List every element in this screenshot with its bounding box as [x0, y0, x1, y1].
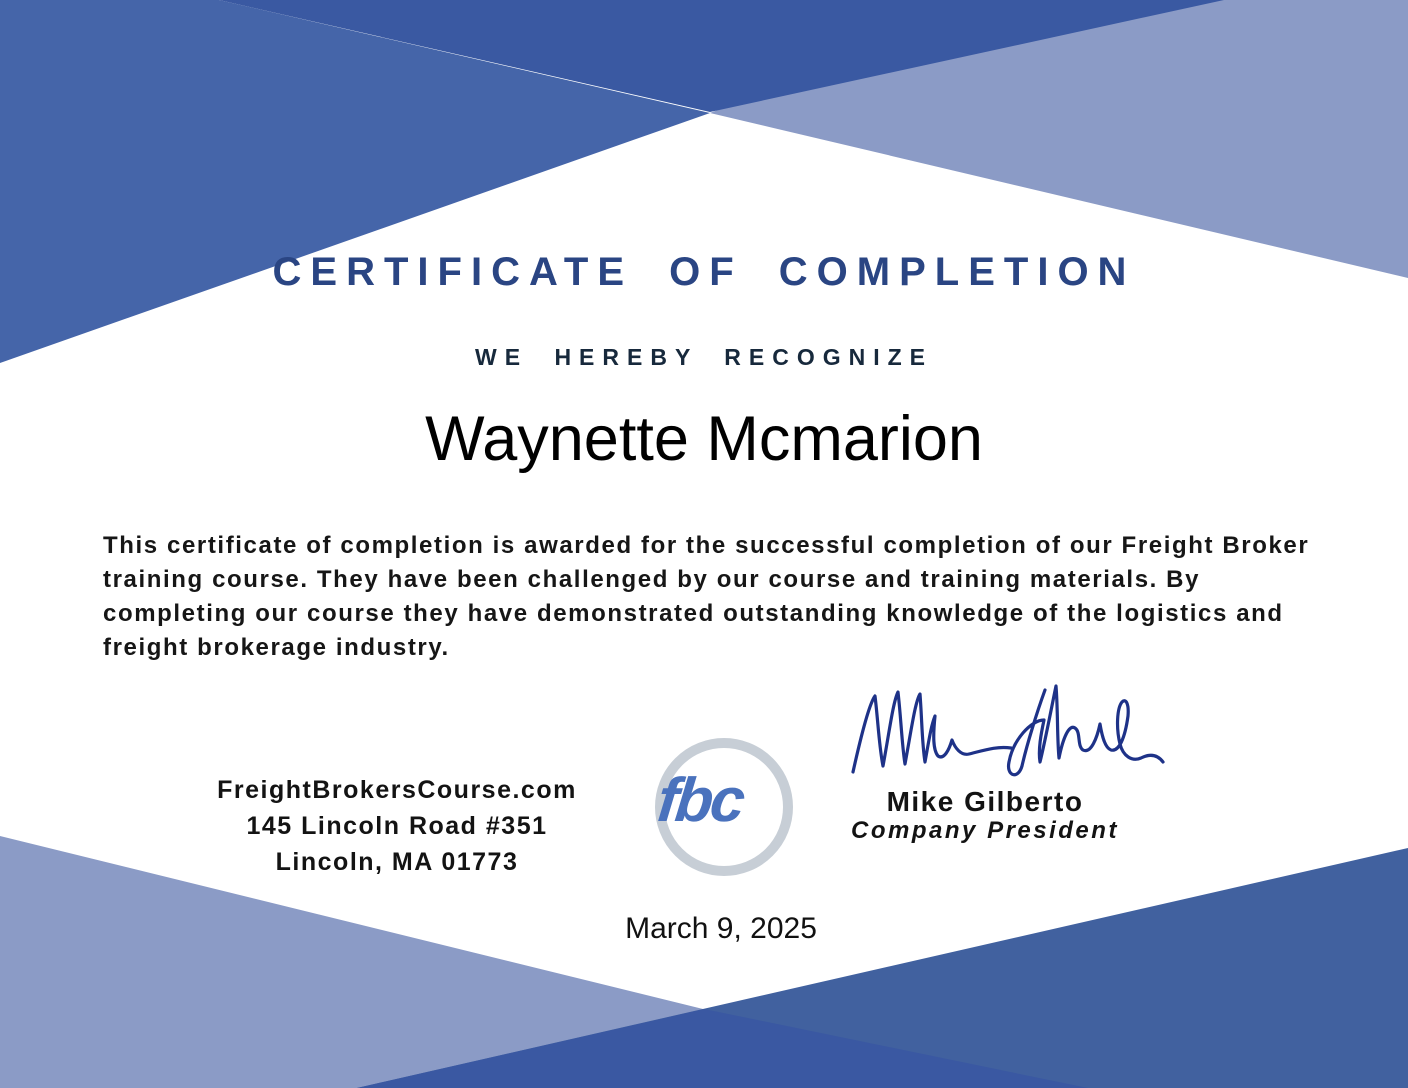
fbc-logo-text: fbc: [654, 766, 746, 835]
certificate-title: CERTIFICATE OF COMPLETION: [272, 250, 1136, 294]
signer-title: Company President: [851, 817, 1119, 844]
recipient-name: Waynette Mcmarion: [425, 404, 983, 474]
issuer-website: FreightBrokersCourse.com: [217, 776, 577, 804]
completion-date: March 9, 2025: [625, 912, 817, 945]
issuer-address-line1: 145 Lincoln Road #351: [246, 812, 548, 840]
issuer-address-block: [147, 772, 647, 880]
certificate-body-text: This certificate of completion is awarded for the successful completion of our Freight Broker training course. They have been challenged by our course and training materials. By completing our course they have demonstrated outstanding knowledge of the logistics and freight brokerage industry.: [103, 532, 1310, 661]
signer-name: Mike Gilberto: [886, 786, 1084, 817]
signature-stroke-mike: [853, 692, 1011, 772]
signature-image: [845, 676, 1165, 788]
issuer-address-line2: Lincoln, MA 01773: [275, 848, 519, 876]
certificate-subtitle: WE HEREBY RECOGNIZE: [475, 344, 933, 370]
signature-stroke-gilberto: [1009, 686, 1163, 775]
